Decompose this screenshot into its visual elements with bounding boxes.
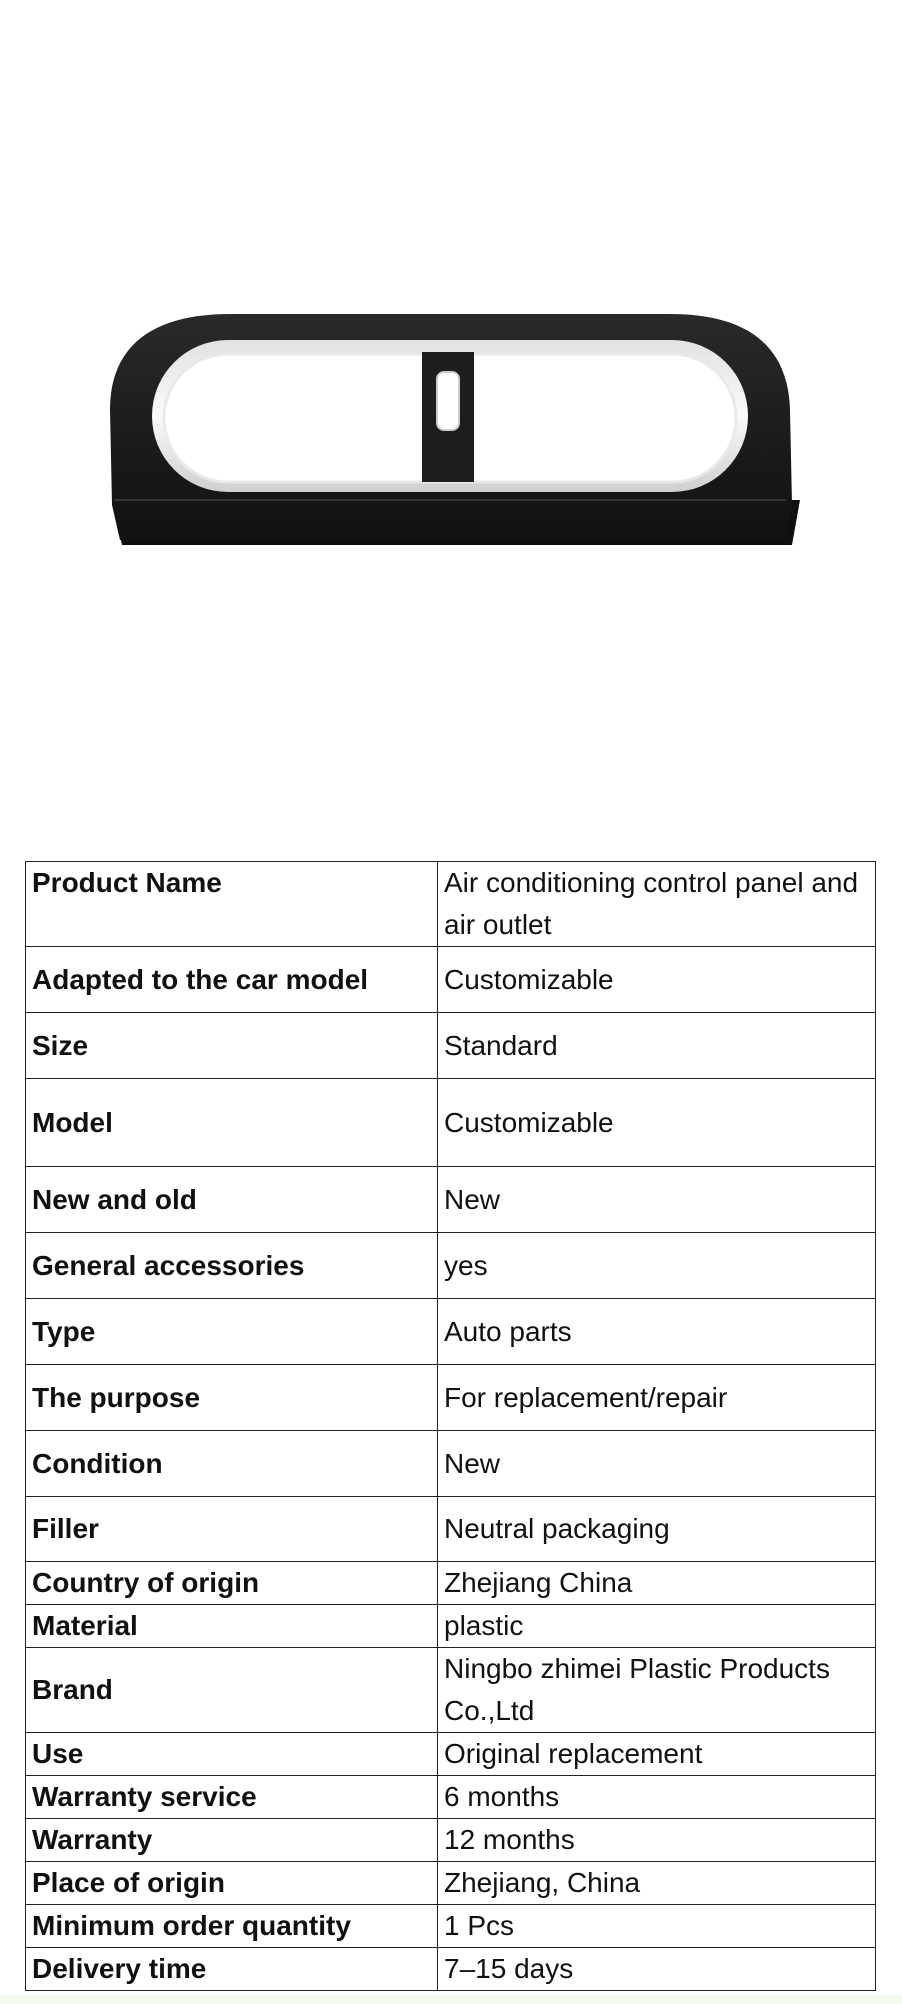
spec-value: Air conditioning control panel and air outlet bbox=[438, 862, 876, 947]
spec-value: Standard bbox=[438, 1013, 876, 1079]
spec-value: Original replacement bbox=[438, 1733, 876, 1776]
spec-key: Warranty bbox=[26, 1819, 438, 1862]
table-row bbox=[26, 1905, 876, 1948]
table-row bbox=[26, 1233, 876, 1299]
spec-value: 1 Pcs bbox=[438, 1905, 876, 1948]
spec-value: New bbox=[438, 1167, 876, 1233]
air-outlet-panel-icon bbox=[100, 300, 800, 550]
spec-key: Size bbox=[26, 1013, 438, 1079]
table-row bbox=[26, 1431, 876, 1497]
table-row bbox=[26, 862, 876, 947]
table-row bbox=[26, 1605, 876, 1648]
spec-value: Zhejiang, China bbox=[438, 1862, 876, 1905]
spec-value: 12 months bbox=[438, 1819, 876, 1862]
spec-key: Warranty service bbox=[26, 1776, 438, 1819]
spec-value: Auto parts bbox=[438, 1299, 876, 1365]
table-row bbox=[26, 1776, 876, 1819]
spec-key: Country of origin bbox=[26, 1562, 438, 1605]
table-row bbox=[26, 1299, 876, 1365]
spec-key: Adapted to the car model bbox=[26, 947, 438, 1013]
spec-key: Minimum order quantity bbox=[26, 1905, 438, 1948]
spec-value: 6 months bbox=[438, 1776, 876, 1819]
spec-key: Use bbox=[26, 1733, 438, 1776]
spec-key: Delivery time bbox=[26, 1948, 438, 1991]
spec-key: Brand bbox=[26, 1648, 438, 1733]
spec-value: plastic bbox=[438, 1605, 876, 1648]
table-row bbox=[26, 1733, 876, 1776]
spec-value: yes bbox=[438, 1233, 876, 1299]
spec-value: New bbox=[438, 1431, 876, 1497]
spec-value: 7–15 days bbox=[438, 1948, 876, 1991]
spec-key: Material bbox=[26, 1605, 438, 1648]
bottom-strip bbox=[0, 1994, 902, 2004]
spec-value: Neutral packaging bbox=[438, 1497, 876, 1562]
spec-key: Model bbox=[26, 1079, 438, 1167]
spec-table bbox=[25, 861, 876, 1991]
table-row bbox=[26, 1948, 876, 1991]
spec-key: Condition bbox=[26, 1431, 438, 1497]
table-row bbox=[26, 1862, 876, 1905]
spec-value: Ningbo zhimei Plastic Products Co.,Ltd bbox=[438, 1648, 876, 1733]
table-row bbox=[26, 1648, 876, 1733]
table-row bbox=[26, 1819, 876, 1862]
spec-key: Place of origin bbox=[26, 1862, 438, 1905]
table-row bbox=[26, 1079, 876, 1167]
spec-key: The purpose bbox=[26, 1365, 438, 1431]
table-row bbox=[26, 1365, 876, 1431]
table-row bbox=[26, 1167, 876, 1233]
spec-value: Zhejiang China bbox=[438, 1562, 876, 1605]
spec-value: Customizable bbox=[438, 1079, 876, 1167]
spec-value: For replacement/repair bbox=[438, 1365, 876, 1431]
spec-value: Customizable bbox=[438, 947, 876, 1013]
spec-key: Type bbox=[26, 1299, 438, 1365]
spec-key: New and old bbox=[26, 1167, 438, 1233]
table-row bbox=[26, 947, 876, 1013]
table-row bbox=[26, 1013, 876, 1079]
table-row bbox=[26, 1562, 876, 1605]
spec-key: Filler bbox=[26, 1497, 438, 1562]
spec-key: General accessories bbox=[26, 1233, 438, 1299]
table-row bbox=[26, 1497, 876, 1562]
spec-key: Product Name bbox=[26, 862, 438, 947]
